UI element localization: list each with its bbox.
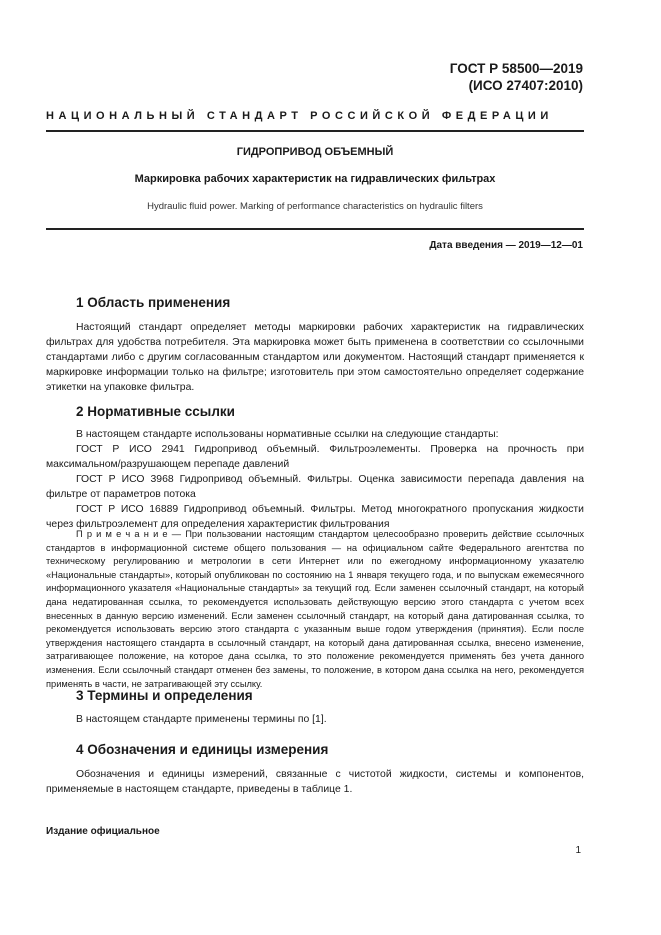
divider-title [46,228,584,230]
intro-date: Дата введения — 2019—12—01 [429,240,583,251]
section-4-body [46,767,584,797]
standard-code: ГОСТ Р 58500—2019 [449,61,583,76]
national-standard-banner: НАЦИОНАЛЬНЫЙ СТАНДАРТ РОССИЙСКОЙ ФЕДЕРАЦИИ [46,110,553,122]
english-title: Hydraulic fluid power. Marking of performance characteristics on hydraulic filters [147,201,483,212]
section-4-heading: 4 Обозначения и единицы измерения [76,742,329,757]
reference-item: ГОСТ Р ИСО 3968 Гидропривод объемный. Фильтры. Оценка зависимости перепада давления на фильтре от параметров потока [46,474,584,500]
section-1-heading: 1 Область применения [76,295,231,310]
document-subtitle: Маркировка рабочих характеристик на гидравлических фильтрах [134,173,496,185]
reference-item: ГОСТ Р ИСО 2941 Гидропривод объемный. Фильтроэлементы. Проверка на прочность при максимальном/разрушающем перепаде давлений [46,444,584,470]
document-header [450,60,583,94]
section-2-note [46,528,584,691]
section-1-body [46,320,584,395]
reference-item: ГОСТ Р ИСО 16889 Гидропривод объемный. Фильтры. Метод многократного пропускания жидкости через фильтроэлемент для определения характеристик фильтрования [46,504,584,530]
divider-top [46,130,584,132]
section-2-heading: 2 Нормативные ссылки [76,404,235,419]
page-number: 1 [575,845,581,856]
note-label: П р и м е ч а н и е [76,529,168,539]
paragraph: В настоящем стандарте использованы нормативные ссылки на следующие стандарты: [76,429,499,440]
paragraph: Настоящий стандарт определяет методы маркировки рабочих характеристик на гидравлических фильтрах для удобства потребителя. Эта маркировка может быть применена в соответствии со ссылочными стандартами либо с другим согласованным стандартом или документом. Настоящий стандарт применяется к маркировке информации только на фильтре; изготовитель при этом самостоятельно определяет содержание этикетки на упаковке фильтра. [46,322,584,393]
iso-code: (ИСО 27407:2010) [468,78,583,93]
paragraph: Обозначения и единицы измерений, связанные с чистотой жидкости, системы и компонентов, применяемые в настоящем стандарте, приведены в таблице 1. [46,769,584,795]
official-edition-label: Издание официальное [46,826,160,837]
section-3-body [46,712,584,727]
note-text: — При пользовании настоящим стандартом целесообразно проверить действие ссылочных стандартов в информационной системе общего пользования — на официальном сайте Федерального агентства по техническому регулированию и метрологии в сети Интернет или по ежегодному информационному указателю «Национальные стандарты», который опубликован по состоянию на 1 января текущего года, и по выпускам ежемесячного информационного указателя «Национальные стандарты» за текущий год. Если заменен ссылочный стандарт, на который дана недатированная ссылка, то рекомендуется использовать действующую версию этого стандарта с учетом всех внесенных в данную версию изменений. Если заменен ссылочный стандарт, на который дана датированная ссылка, то рекомендуется использовать версию этого стандарта с указанным выше годом утверждения (принятия). Если после утверждения настоящего стандарта в ссылочный стандарт, на который дана датированная ссылка, внесено изменение, затрагивающее положение, на которое дана ссылка, то это положение рекомендуется применять без учета данного изменения. Если ссылочный стандарт отменен без замены, то положение, в котором дана ссылка на него, рекомендуется применять в части, не затрагивающей эту ссылку. [46,529,584,689]
document-title: ГИДРОПРИВОД ОБЪЕМНЫЙ [236,146,394,158]
section-3-heading: 3 Термины и определения [76,688,253,703]
paragraph: В настоящем стандарте применены термины по [1]. [76,714,327,725]
section-2-body [46,427,584,532]
